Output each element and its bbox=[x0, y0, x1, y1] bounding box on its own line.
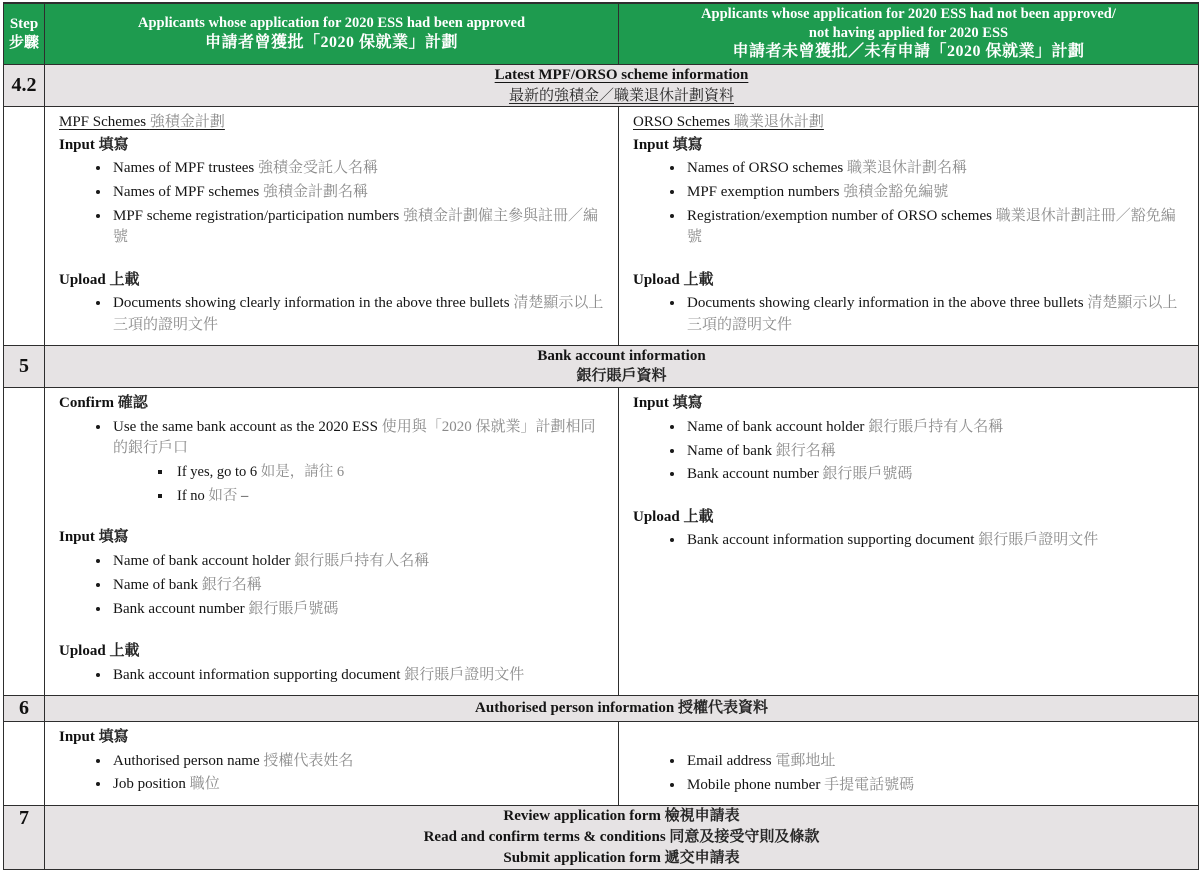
band-7-line1 bbox=[503, 806, 739, 827]
band-5-zh: 銀行賬戶資料 bbox=[576, 368, 667, 385]
band-6-zh: 授權代表資料 bbox=[677, 699, 768, 716]
bullet-zh: 職業退休計劃名稱 bbox=[846, 160, 967, 177]
bank-upload-label-right-en: Upload bbox=[633, 508, 680, 525]
orso-schemes-cell bbox=[619, 107, 1198, 344]
bullet-zh: 清楚顯示以上三項的證明文件 bbox=[113, 295, 604, 333]
sub-bullet-en: If no bbox=[177, 487, 205, 504]
list-item bbox=[111, 665, 608, 686]
header-not-approved-en2: not having applied for 2020 ESS bbox=[808, 24, 1009, 41]
bullet-zh: 清楚顯示以上三項的證明文件 bbox=[687, 295, 1178, 333]
header-step-en: Step bbox=[9, 16, 39, 33]
list-item bbox=[111, 182, 608, 203]
bullet-zh: 銀行賬戶號碼 bbox=[822, 466, 913, 483]
bullet-zh: 銀行賬戶證明文件 bbox=[978, 532, 1099, 549]
mpf-upload-label-zh: 上載 bbox=[109, 271, 140, 288]
bullet-zh: 強積金計劃僱主參與註冊／編號 bbox=[113, 208, 598, 246]
list-item bbox=[685, 293, 1188, 336]
bullet-en: Names of MPF trustees bbox=[113, 160, 255, 177]
bank-upload-label-left-en: Upload bbox=[59, 643, 106, 660]
mpf-schemes-title-en: MPF Schemes bbox=[59, 114, 147, 131]
bullet-en: Name of bank bbox=[113, 577, 198, 594]
step-4-2-empty bbox=[4, 107, 45, 344]
bullet-zh: 強積金受託人名稱 bbox=[258, 160, 379, 177]
row-4-2-band bbox=[4, 65, 1198, 107]
bank-input-bullets-right bbox=[633, 417, 1188, 486]
orso-input-label bbox=[633, 135, 1188, 156]
band-7-line2-en: Read and confirm terms & conditions bbox=[423, 829, 666, 845]
ess-steps-table bbox=[3, 2, 1199, 870]
bank-upload-label-right bbox=[633, 507, 1188, 528]
bullet-zh: 銀行名稱 bbox=[775, 442, 836, 459]
row-5-content bbox=[4, 388, 1198, 696]
confirm-label-zh: 確認 bbox=[117, 394, 148, 411]
mpf-upload-bullets bbox=[59, 293, 608, 336]
bank-upload-label-left-zh: 上載 bbox=[109, 643, 140, 660]
band-5-en: Bank account information bbox=[537, 347, 706, 364]
row-7-band bbox=[4, 806, 1198, 869]
band-6-text bbox=[475, 698, 768, 719]
sub-bullet-en: If yes, go to 6 bbox=[177, 464, 258, 481]
orso-input-bullets bbox=[633, 158, 1188, 248]
header-approved-cell bbox=[45, 4, 619, 64]
bullet-en: Name of bank bbox=[687, 442, 772, 459]
list-item bbox=[685, 158, 1188, 179]
band-4-2-en: Latest MPF/ORSO scheme information bbox=[494, 67, 749, 83]
bullet-en: Documents showing clearly information in the above three bullets bbox=[113, 295, 510, 312]
bullet-en: Registration/exemption number of ORSO schemes bbox=[687, 208, 992, 225]
confirm-sub-bullets bbox=[113, 462, 608, 506]
bullet-en: Name of bank account holder bbox=[113, 553, 291, 570]
spacer bbox=[633, 727, 1188, 749]
bullet-en: Bank account information supporting document bbox=[687, 532, 975, 549]
bank-input-label-left bbox=[59, 527, 608, 548]
mpf-schemes-cell bbox=[45, 107, 619, 344]
bullet-en: Email address bbox=[687, 753, 772, 770]
header-approved-zh: 申請者曾獲批「2020 保就業」計劃 bbox=[204, 34, 458, 52]
bank-upload-bullets-right bbox=[633, 530, 1188, 551]
confirm-label-en: Confirm bbox=[59, 394, 114, 411]
sub-bullet-zh: 如否 bbox=[208, 487, 238, 504]
bank-confirm-cell bbox=[45, 388, 619, 695]
bullet-zh: 職業退休計劃註冊／豁免編號 bbox=[687, 208, 1176, 246]
step-6-empty bbox=[4, 722, 45, 805]
bullet-en: Bank account number bbox=[113, 600, 245, 617]
step-6: 6 bbox=[4, 696, 45, 721]
band-7-lines bbox=[45, 806, 1198, 869]
list-item bbox=[111, 158, 608, 179]
mpf-input-label bbox=[59, 135, 608, 156]
header-not-approved-zh: 申請者未曾獲批／未有申請「2020 保就業」計劃 bbox=[732, 43, 1085, 61]
list-item bbox=[111, 774, 608, 795]
list-item bbox=[173, 486, 608, 507]
band-7-line3-zh: 遞交申請表 bbox=[664, 849, 740, 866]
sub-bullet-zh: 如是，請往 6 bbox=[260, 464, 345, 481]
bullet-en: Job position bbox=[113, 776, 186, 793]
mpf-schemes-title bbox=[59, 112, 608, 133]
bank-input-label-right-en: Input bbox=[633, 394, 669, 411]
list-item bbox=[111, 293, 608, 336]
bank-upload-bullets-left bbox=[59, 665, 608, 686]
orso-upload-label-en: Upload bbox=[633, 271, 680, 288]
step-5-empty bbox=[4, 388, 45, 695]
list-item bbox=[111, 417, 608, 507]
authorised-input-label-en: Input bbox=[59, 728, 95, 745]
bank-input-cell-right bbox=[619, 388, 1198, 695]
bullet-zh: 授權代表姓名 bbox=[263, 752, 354, 769]
bullet-zh: 銀行賬戶號碼 bbox=[248, 600, 339, 617]
row-6-content bbox=[4, 722, 1198, 806]
orso-input-label-en: Input bbox=[633, 136, 669, 153]
orso-upload-bullets bbox=[633, 293, 1188, 336]
confirm-label bbox=[59, 393, 608, 414]
orso-upload-label bbox=[633, 270, 1188, 291]
bullet-zh: 銀行賬戶證明文件 bbox=[404, 666, 525, 683]
bullet-en: Mobile phone number bbox=[687, 777, 821, 794]
bullet-en: Names of ORSO schemes bbox=[687, 160, 844, 177]
list-item bbox=[111, 551, 608, 572]
mpf-schemes-title-zh: 強積金計劃 bbox=[149, 114, 225, 131]
row-5-band bbox=[4, 346, 1198, 388]
list-item bbox=[685, 775, 1188, 796]
step-5: 5 bbox=[4, 346, 45, 387]
band-5-title bbox=[45, 346, 1198, 387]
band-7-line2-zh: 同意及接受守則及條款 bbox=[669, 829, 820, 845]
orso-schemes-title bbox=[633, 112, 1188, 133]
list-item bbox=[111, 575, 608, 596]
list-item bbox=[173, 462, 608, 483]
bullet-en: Authorised person name bbox=[113, 752, 260, 769]
orso-input-label-zh: 填寫 bbox=[672, 136, 703, 153]
mpf-input-label-zh: 填寫 bbox=[98, 136, 129, 153]
bullet-zh: 手提電話號碼 bbox=[824, 777, 915, 794]
authorised-input-label-zh: 填寫 bbox=[98, 728, 129, 745]
mpf-input-bullets bbox=[59, 158, 608, 248]
bullet-zh: 銀行名稱 bbox=[201, 577, 262, 594]
list-item bbox=[111, 751, 608, 772]
authorised-bullets-right bbox=[633, 751, 1188, 796]
header-step-zh: 步驟 bbox=[8, 35, 39, 51]
bullet-en: Bank account number bbox=[687, 466, 819, 483]
band-7-line2 bbox=[424, 827, 820, 848]
bullet-en: Names of MPF schemes bbox=[113, 184, 260, 201]
bullet-zh: 強積金計劃名稱 bbox=[263, 184, 369, 201]
bank-input-label-right bbox=[633, 393, 1188, 414]
list-item bbox=[685, 417, 1188, 438]
bank-input-bullets-left bbox=[59, 551, 608, 620]
table-header-row bbox=[4, 4, 1198, 65]
authorised-bullets-left bbox=[59, 751, 608, 796]
band-7-line1-zh: 檢視申請表 bbox=[664, 808, 740, 825]
bullet-en: Bank account information supporting document bbox=[113, 666, 401, 683]
band-7-line3 bbox=[503, 848, 739, 869]
orso-schemes-title-en: ORSO Schemes bbox=[633, 114, 731, 131]
mpf-upload-label bbox=[59, 270, 608, 291]
orso-upload-label-zh: 上載 bbox=[683, 271, 714, 288]
mpf-upload-label-en: Upload bbox=[59, 271, 106, 288]
bullet-zh: 銀行賬戶持有人名稱 bbox=[294, 553, 430, 570]
mpf-input-label-en: Input bbox=[59, 136, 95, 153]
band-6-title bbox=[45, 696, 1198, 721]
bullet-zh: 銀行賬戶持有人名稱 bbox=[868, 418, 1004, 435]
band-6-en: Authorised person information bbox=[475, 699, 675, 716]
list-item bbox=[685, 464, 1188, 485]
bank-input-label-left-zh: 填寫 bbox=[98, 529, 129, 546]
confirm-bullets bbox=[59, 417, 608, 507]
bullet-zh: 電郵地址 bbox=[775, 753, 836, 770]
list-item bbox=[685, 751, 1188, 772]
bank-input-label-right-zh: 填寫 bbox=[672, 394, 703, 411]
bullet-en: Name of bank account holder bbox=[687, 418, 865, 435]
step-4-2: 4.2 bbox=[4, 65, 45, 106]
authorised-person-cell-right bbox=[619, 722, 1198, 805]
band-4-2-zh: 最新的強積金／職業退休計劃資料 bbox=[508, 87, 734, 104]
list-item bbox=[685, 530, 1188, 551]
step-7: 7 bbox=[4, 806, 45, 869]
list-item bbox=[685, 182, 1188, 203]
bullet-en: MPF scheme registration/participation numbers bbox=[113, 208, 400, 225]
row-6-band bbox=[4, 696, 1198, 722]
band-7-line3-en: Submit application form bbox=[503, 849, 661, 866]
bank-input-label-left-en: Input bbox=[59, 529, 95, 546]
row-4-2-content bbox=[4, 107, 1198, 345]
band-7-line1-en: Review application form bbox=[503, 808, 661, 825]
bullet-zh: 職位 bbox=[189, 776, 220, 793]
header-not-approved-cell bbox=[619, 4, 1198, 64]
bullet-en: Documents showing clearly information in the above three bullets bbox=[687, 295, 1084, 312]
sub-bullet-dash: – bbox=[241, 487, 249, 504]
list-item bbox=[111, 599, 608, 620]
authorised-input-label bbox=[59, 727, 608, 748]
bullet-zh: 強積金豁免編號 bbox=[843, 184, 949, 201]
list-item bbox=[685, 441, 1188, 462]
bullet-zh: 使用與「2020 保就業」計劃相同的銀行戶口 bbox=[113, 418, 596, 457]
authorised-person-cell-left bbox=[45, 722, 619, 805]
bank-upload-label-left bbox=[59, 641, 608, 662]
band-4-2-title bbox=[45, 65, 1198, 106]
header-not-approved-en1: Applicants whose application for 2020 ESS had not been approved/ bbox=[701, 5, 1116, 22]
orso-schemes-title-zh: 職業退休計劃 bbox=[733, 114, 824, 131]
bank-upload-label-right-zh: 上載 bbox=[683, 508, 714, 525]
header-step-cell bbox=[4, 4, 45, 64]
bullet-en: Use the same bank account as the 2020 ESS bbox=[113, 418, 378, 435]
header-approved-en: Applicants whose application for 2020 ESS had been approved bbox=[137, 15, 526, 32]
list-item bbox=[685, 206, 1188, 249]
list-item bbox=[111, 206, 608, 249]
bullet-en: MPF exemption numbers bbox=[687, 184, 840, 201]
